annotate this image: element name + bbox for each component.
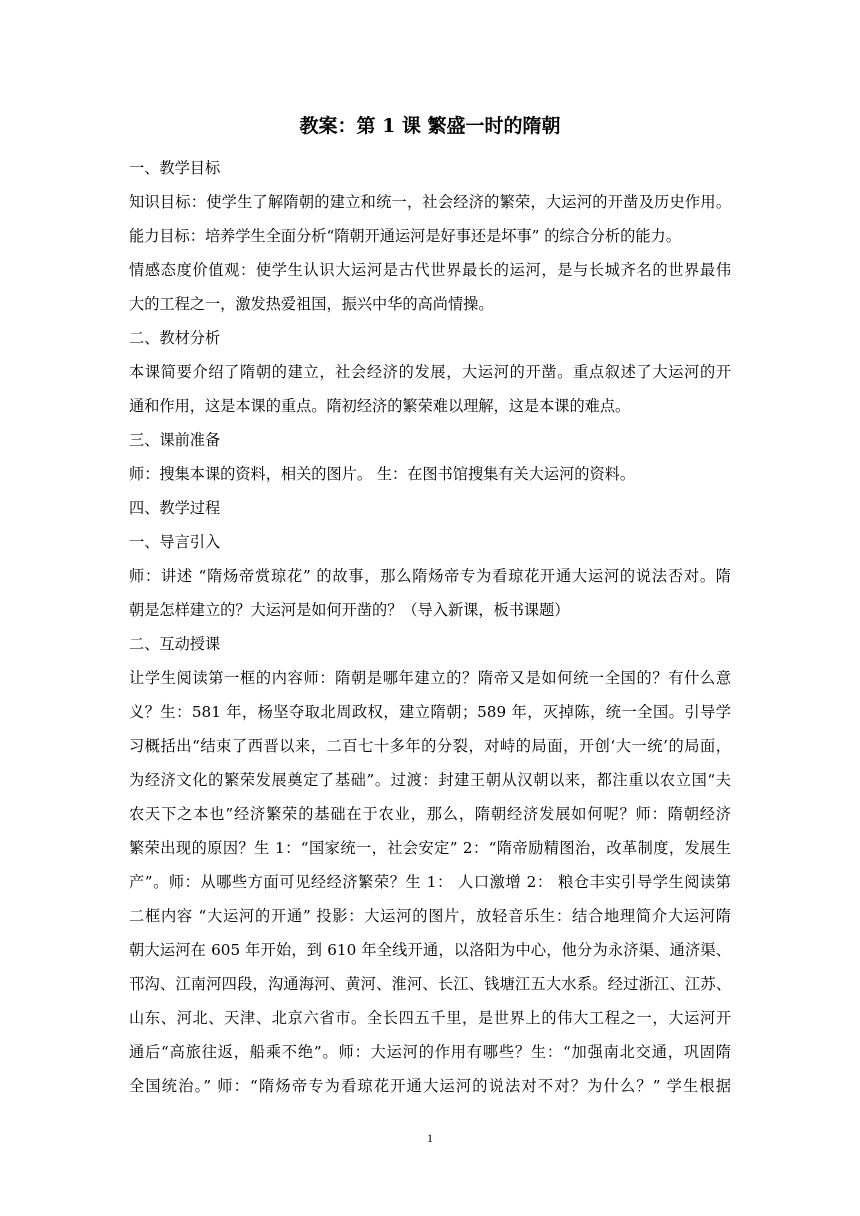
document-title: 教案：第 1 课 繁盛一时的隋朝 — [299, 115, 561, 137]
paragraph-line: 通和作用，这是本课的重点。隋初经济的繁荣难以理解，这是本课的难点。 — [129, 397, 631, 415]
paragraph-line: 山东、河北、天津、北京六省市。全长四五千里，是世界上的伟大工程之一，大运河开 — [129, 1009, 731, 1027]
paragraph-line: 全国统治。” 师：“隋炀帝专为看琼花开通大运河的说法对不对？为什么？” 学生根据 — [129, 1077, 731, 1095]
paragraph-line: 让学生阅读第一框的内容师：隋朝是哪年建立的？隋帝又是如何统一全国的？有什么意 — [129, 669, 731, 687]
paragraph-line: 大的工程之一，激发热爱祖国，振兴中华的高尚情操。 — [129, 295, 494, 313]
paragraph-line: 产”。师：从哪些方面可见经经济繁荣？生 1： 人口激增 2： 粮仓丰实引导学生阅读第 — [129, 873, 731, 891]
paragraph-line: 通后“高旅往返，船乘不绝”。师：大运河的作用有哪些？生：“加强南北交通，巩固隋 — [129, 1043, 731, 1061]
section-heading-preparation: 三、课前准备 — [129, 431, 221, 449]
paragraph-line: 情感态度价值观：使学生认识大运河是古代世界最长的运河，是与长城齐名的世界最伟 — [129, 261, 731, 279]
section-heading-teaching-goals: 一、教学目标 — [129, 159, 221, 177]
subsection-heading-introduction: 一、导言引入 — [129, 533, 221, 551]
paragraph-line: 朝大运河在 605 年开始，到 610 年全线开通，以洛阳为中心，他分为永济渠、通济渠、 — [129, 941, 731, 959]
paragraph-line: 农天下之本也”经济繁荣的基础在于农业，那么，隋朝经济发展如何呢？师：隋朝经济 — [129, 805, 731, 823]
paragraph-line: 本课简要介绍了隋朝的建立，社会经济的发展，大运河的开凿。重点叙述了大运河的开 — [129, 363, 731, 381]
page-number: 1 — [427, 1131, 433, 1145]
section-heading-teaching-process: 四、教学过程 — [129, 499, 221, 517]
paragraph-line: 繁荣出现的原因？生 1：“国家统一，社会安定” 2：“隋帝励精图治，改革制度，发展生 — [129, 839, 731, 857]
paragraph-line: 能力目标：培养学生全面分析“隋朝开通运河是好事还是坏事” 的综合分析的能力。 — [129, 227, 681, 245]
paragraph-line: 为经济文化的繁荣发展奠定了基础”。过渡：封建王朝从汉朝以来，都注重以农立国“夫 — [129, 771, 731, 789]
document-body — [129, 151, 731, 1103]
paragraph-line: 师：搜集本课的资料，相关的图片。 生：在图书馆搜集有关大运河的资料。 — [129, 465, 636, 483]
paragraph-line: 习概括出“结束了西晋以来，二百七十多年的分裂，对峙的局面，开创‘大一统’的局面， — [129, 737, 731, 755]
section-heading-textbook-analysis: 二、教材分析 — [129, 329, 221, 347]
paragraph-line: 邗沟、江南河四段，沟通海河、黄河、淮河、长江、钱塘江五大水系。经过浙江、江苏、 — [129, 975, 731, 993]
paragraph-line: 朝是怎样建立的？大运河是如何开凿的？（导入新课，板书课题） — [129, 601, 570, 619]
paragraph-line: 义？生：581 年，杨坚夺取北周政权，建立隋朝；589 年，灭掉陈，统一全国。引导学 — [129, 703, 731, 721]
paragraph-line: 师：讲述 “隋炀帝赏琼花” 的故事，那么隋炀帝专为看琼花开通大运河的说法否对。隋 — [129, 567, 731, 585]
paragraph-line: 二框内容 “大运河的开通” 投影：大运河的图片，放轻音乐生：结合地理简介大运河隋 — [129, 907, 731, 925]
paragraph-line: 知识目标：使学生了解隋朝的建立和统一，社会经济的繁荣，大运河的开凿及历史作用。 — [129, 193, 731, 211]
subsection-heading-interactive-lesson: 二、互动授课 — [129, 635, 221, 653]
